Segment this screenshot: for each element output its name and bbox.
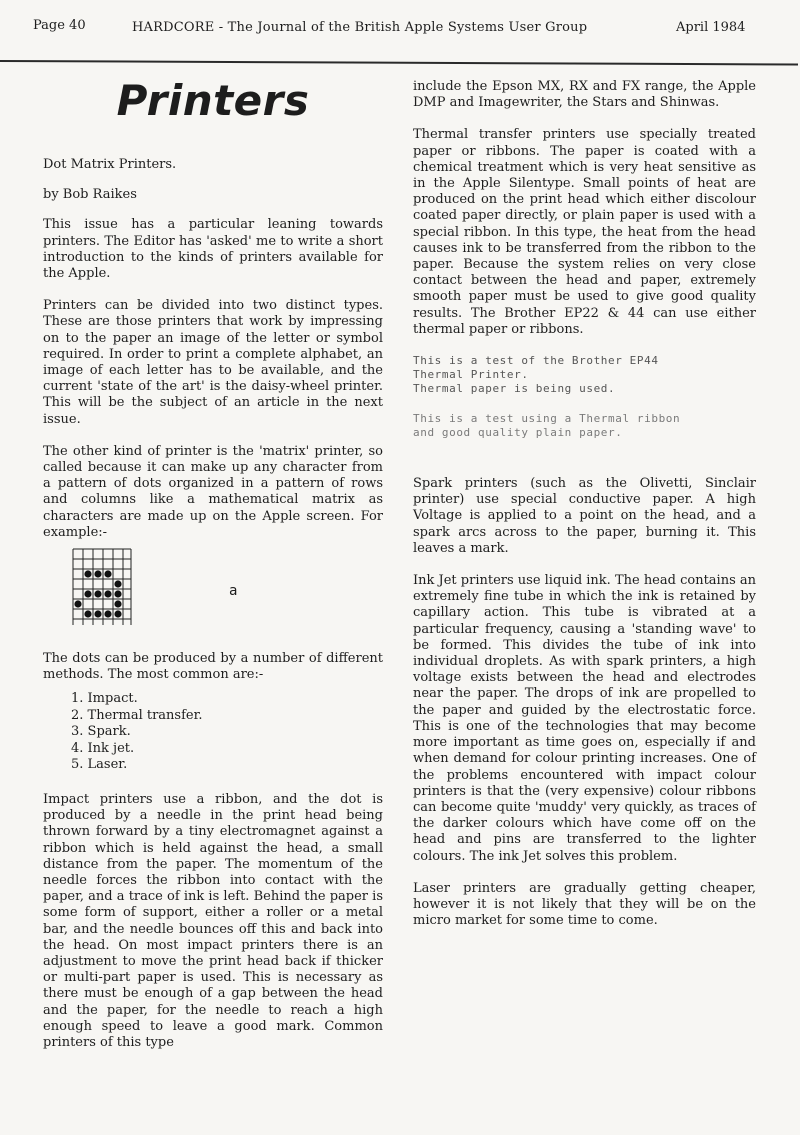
thermal-paragraph: Thermal transfer printers use specially treated paper or ribbons. The paper is coated with a chemical treatment which is very heat sensitive as in the Apple Silentype. Small points of heat are produced on the print head which either discolour coated paper directly, or plain paper is used with a special ribbon. In this type, the heat from the head causes ink to be transferred from the ribbon to the paper. Because the system relies on very close contact between the head and paper, extremely smooth paper must be used to give good quality results. The Brother EP22 & 44 can use either thermal paper or ribbons. [413,127,756,337]
methods-list [71,691,383,774]
sample-line: Thermal paper is being used. [413,382,616,396]
intro-paragraph-1: This issue has a particular leaning towards printers. The Editor has 'asked' me to write a short introduction to the kinds of printers available for the Apple. [43,217,383,282]
header-rule [0,60,798,65]
laser-paragraph: Laser printers are gradually getting cheaper, however it is not likely that they will be on the micro market for some time to come. [413,880,756,929]
article-title: Printers [116,76,310,125]
spark-paragraph: Spark printers (such as the Olivetti, Sinclair printer) use special conductive paper. A high Voltage is applied to a point on the head, and a spark arcs across to the paper, burning it. This leaves a mark. [413,476,756,556]
sample-line: This is a test of the Brother EP44 [413,354,659,368]
list-item: 2. Thermal transfer. [71,707,203,723]
dot-matrix-grid-icon [71,547,133,627]
list-item: 4. Ink jet. [71,740,135,756]
sample-line: This is a test using a Thermal ribbon [413,412,681,426]
right-column [413,70,756,945]
impact-paragraph: Impact printers use a ribbon, and the dot is produced by a needle in the print head being thrown forward by a tiny electromagnet against a ribbon which is held against the head, a small distance from the paper. The momentum of the needle forces the ribbon into contact with the paper, and a trace of ink is left. Behind the paper is some form of support, either a roller or a metal bar, and the needle bounces off this and back into the head. On most impact printers there is an adjustment to move the print head back if thicker or multi-part paper is used. This is necessary as there must be enough of a gap between the head and the paper, for the needle to reach a high enough speed to leave a good mark. Common printers of this type [43,791,383,1051]
thermal-sample-1 [413,354,756,396]
left-column [43,70,383,1067]
intro-paragraph-3: The other kind of printer is the 'matrix' printer, so called because it can make up any character from a pattern of dots organized in a pattern of rows and columns like a mathematical matrix as characters are made up on the Apple screen. For example:- [43,443,383,540]
dots-intro: The dots can be produced by a number of different methods. The most common are:- [43,651,383,683]
issue-date: April 1984 [676,20,746,35]
article-author: by Bob Raikes [43,187,137,203]
list-item: 5. Laser. [71,757,128,773]
list-item: 3. Spark. [71,724,131,740]
article-subtitle: Dot Matrix Printers. [43,157,177,172]
page-header [0,0,800,60]
sample-line: Thermal Printer. [413,368,529,382]
inkjet-paragraph: Ink Jet printers use liquid ink. The head contains an extremely fine tube in which the ink is retained by capillary action. This tube is vibrated at a particular frequency, causing a 'standing wave' to be formed. This divides the tube of ink into individual droplets. As with spark printers, a high voltage exists between the head and electrodes near the paper. The drops of ink are propelled to the paper and guided by the electrostatic force. This is one of the technologies that may become more important as time goes on, especially if and when demand for colour printing increases. One of the problems encountered with impact colour printers is that the (very expensive) colour ribbons can become quite 'muddy' very quickly, as traces of the darker colours which have come off on the head and pins are transferred to the lighter colours. The ink Jet solves this problem. [413,573,756,864]
dot-matrix-figure [43,547,383,637]
printers-continuation: include the Epson MX, RX and FX range, the Apple DMP and Imagewriter, the Stars and Shinwas. [413,79,756,111]
journal-title: HARDCORE - The Journal of the British Apple Systems User Group [132,20,588,35]
example-letter: a [229,583,238,600]
intro-paragraph-2: Printers can be divided into two distinct types. These are those printers that work by impressing on to the paper an image of the letter or symbol required. In order to print a complete alphabet, an image of each letter has to be available, and the current 'state of the art' is the daisy-wheel printer. This will be the subject of an article in the next issue. [43,298,383,427]
list-item: 1. Impact. [71,691,138,707]
sample-line: and good quality plain paper. [413,426,623,440]
page-number: Page 40 [33,18,86,33]
thermal-sample-2 [413,412,756,440]
